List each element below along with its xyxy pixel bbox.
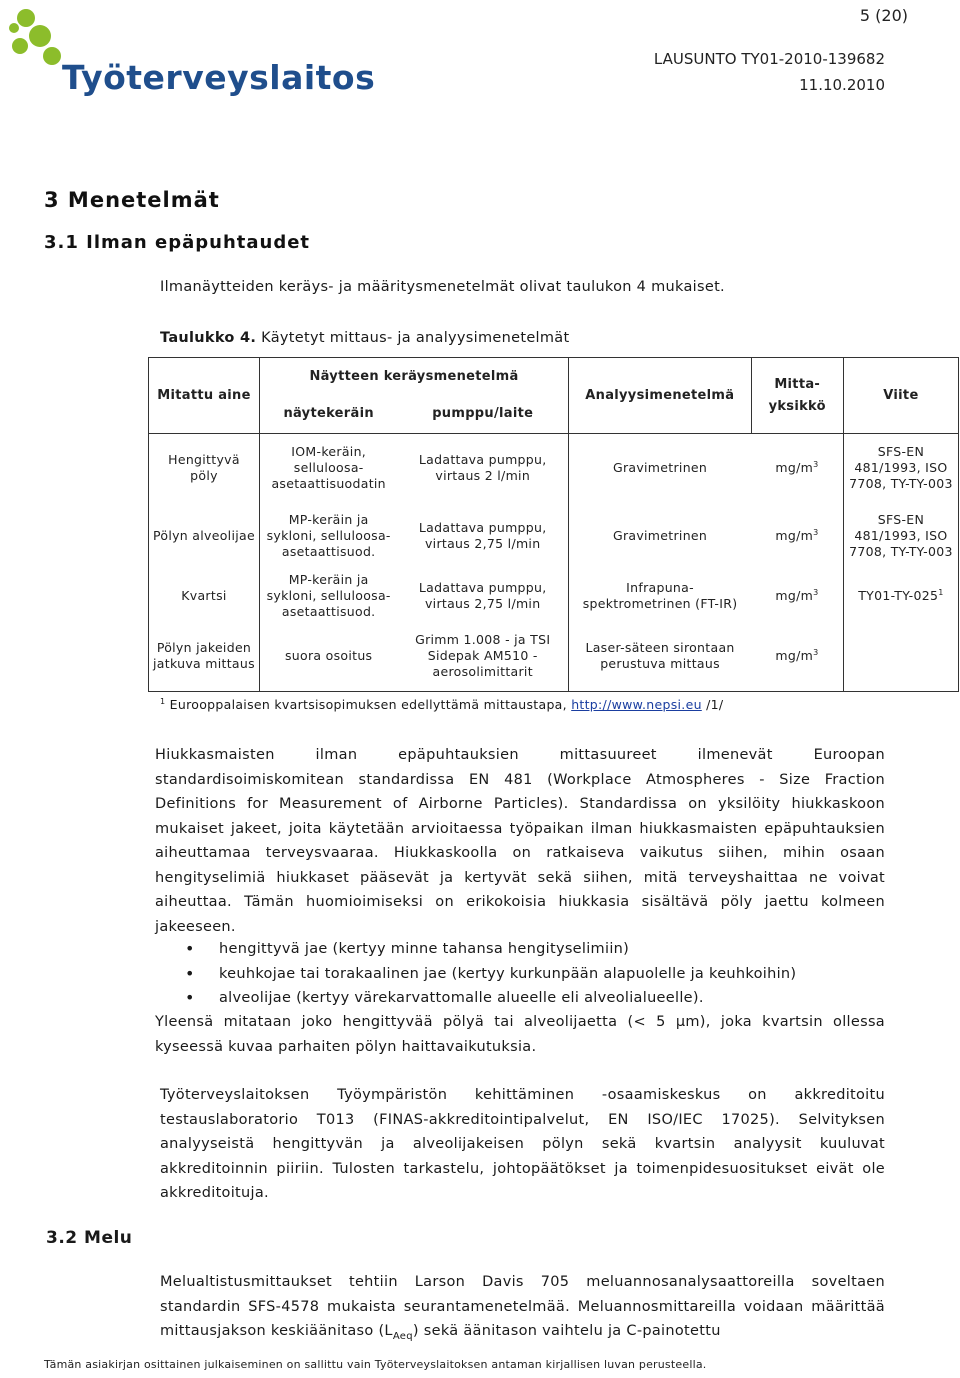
unit-text: mg/m [775, 587, 814, 603]
fraction-list [185, 937, 885, 1011]
unit-exponent: 3 [813, 648, 819, 658]
noise-text-end: ) sekä äänitason vaihtelu ja C-painotettu [412, 1323, 721, 1339]
footnote-text: Eurooppalaisen kvartsisopimuksen edellyttämä mittaustapa, [165, 697, 572, 712]
cell-analysis: Gravimetrinen [612, 527, 708, 543]
subsection-heading-noise: 3.2 Melu [46, 1228, 133, 1248]
methods-table [148, 357, 959, 692]
cell-collector: MP-keräin ja sykloni, selluloosa-asetaattisuod. [259, 570, 397, 622]
cell-pump: Ladattava pumppu, virtaus 2,75 l/min [397, 570, 568, 622]
table-caption-text: Käytetyt mittaus- ja analyysimenetelmät [256, 330, 570, 346]
unit-text: mg/m [775, 648, 814, 664]
logo-mark-icon [9, 9, 61, 65]
cell-collector: MP-keräin ja sykloni, selluloosa-asetaattisuod. [259, 502, 397, 570]
cell-measured: Pölyn alveolijae [149, 502, 260, 570]
cell-analysis: Gravimetrinen [612, 459, 708, 475]
nepsi-link[interactable]: http://www.nepsi.eu [571, 697, 702, 712]
table-row [149, 502, 959, 570]
list-item: • keuhkojae tai torakaalinen jae (kertyy kurkunpään alapuolelle ja keuhkoihin) [185, 962, 885, 987]
section-heading: 3 Menetelmät [44, 188, 220, 212]
paragraph-measured-fractions: Yleensä mitataan joko hengittyvää pölyä tai alveolijaetta (< 5 µm), joka kvartsin ollessa kyseessä kuvaa parhaiten pölyn haittavaikutuksia. [155, 1014, 885, 1055]
cell-reference: SFS-EN 481/1993, ISO 7708, TY-TY-003 [843, 502, 958, 570]
cell-reference [843, 622, 958, 692]
cell-analysis: Laser-säteen sirontaan perustuva mittaus [569, 622, 752, 692]
header-unit-line2: yksikkö [768, 398, 826, 414]
intro-text: Ilmanäytteiden keräys- ja määritysmenetelmät olivat taulukon 4 mukaiset. [160, 279, 725, 295]
footnote-reference: /1/ [701, 697, 724, 712]
unit-exponent: 3 [813, 587, 819, 597]
unit-exponent: 3 [813, 459, 819, 469]
reference-text: TY01-TY-025 [858, 587, 939, 603]
header-reference: Viite [843, 358, 958, 434]
reference-footnote-marker: 1 [938, 587, 944, 597]
page-number: 5 (20) [859, 6, 908, 25]
statement-date: 11.10.2010 [799, 76, 885, 94]
statement-id: LAUSUNTO TY01-2010-139682 [653, 50, 885, 68]
header-collector: näytekeräin [259, 396, 397, 434]
cell-reference [843, 570, 958, 622]
cell-pump: Ladattava pumppu, virtaus 2,75 l/min [397, 502, 568, 570]
subsection-heading: 3.1 Ilman epäpuhtaudet [44, 232, 311, 253]
unit-text: mg/m [775, 527, 814, 543]
header-measured: Mitattu aine [149, 358, 260, 434]
cell-measured: Kvartsi [149, 570, 260, 622]
cell-pump: Ladattava pumppu, virtaus 2 l/min [397, 434, 568, 502]
paragraph-size-fractions: Hiukkasmaisten ilman epäpuhtauksien mittasuureet ilmenevät Euroopan standardisoimiskomitean standardissa EN 481 (Workplace Atmospheres - Size Fraction Definitions for Measurement of Airborne Particles). Standardissa on yksilöity hiukkaskoon mukaiset jakeet, joita käytetään arvioitaessa työpaikan ilman hiukkasmaisten epäpuhtauksien aiheuttamaa terveysvaaraa. Hiukkaskoolla on ratkaiseva vaikutus siihen, mihin osaan hengityselimiä hiukkaset pääsevät ja kertyvät sekä siihen, mitä terveyshaittaa ne voivat aiheuttaa. Tämän huomioimiseksi on erikokoisia hiukkasia sisältävä pöly jaettu kolmeen jakeeseen. [155, 747, 885, 935]
list-item: • hengittyvä jae (kertyy minne tahansa hengityselimiin) [185, 937, 885, 962]
cell-collector: suora osoitus [259, 622, 397, 692]
header-analysis: Analyysimenetelmä [569, 358, 752, 434]
noise-text-start: Melualtistusmittaukset tehtiin Larson Davis 705 meluannosanalysaattoreilla soveltaen standardin SFS-4578 mukaista seurantamenetelmää. Meluannosmittareilla voidaan määrittää mittausjakson keskiäänitaso (L [160, 1274, 885, 1339]
cell-unit [751, 502, 843, 570]
cell-pump: Grimm 1.008 - ja TSI Sidepak AM510 -aerosolimittarit [397, 622, 568, 692]
list-item: • alveolijae (kertyy värekarvattomalle alueelle eli alveolialueelle). [185, 986, 885, 1011]
header-unit-line1: Mitta- [774, 376, 821, 392]
organization-name: Työterveyslaitos [62, 58, 376, 97]
paragraph-noise-measurement [160, 1270, 885, 1349]
table-caption [160, 330, 569, 346]
cell-analysis: Infrapuna-spektrometrinen (FT-IR) [582, 579, 738, 611]
aeq-subscript: Aeq [392, 1330, 413, 1342]
footnote-marker: 1 [160, 696, 166, 706]
paragraph-accreditation: Työterveyslaitoksen Työympäristön kehittäminen -osaamiskeskus on akkreditoitu testauslaboratorio T013 (FINAS-akkreditointipalvelut, EN ISO/IEC 17025). Selvityksen analyyseistä hengittyvän ja alveolijakeisen pölyn sekä kvartsin analyysit kuuluvat akkreditoinnin piiriin. Tulosten tarkastelu, johtopäätökset ja toimenpidesuositukset eivät ole akkreditoituja. [160, 1087, 885, 1201]
cell-measured: Pölyn jakeiden jatkuva mittaus [149, 622, 260, 692]
table-row [149, 622, 959, 692]
header-unit [751, 358, 843, 434]
cell-measured: Hengittyvä pöly [149, 434, 260, 502]
table-row [149, 434, 959, 502]
unit-exponent: 3 [813, 527, 819, 537]
cell-reference: SFS-EN 481/1993, ISO 7708, TY-TY-003 [843, 434, 958, 502]
cell-unit [751, 570, 843, 622]
table-caption-label: Taulukko 4. [160, 330, 257, 346]
cell-collector: IOM-keräin, selluloosa-asetaattisuodatin [259, 434, 397, 502]
table-row [149, 570, 959, 622]
cell-unit [751, 434, 843, 502]
table-footnote [160, 697, 723, 712]
header-pump: pumppu/laite [397, 396, 568, 434]
header-sampling: Näytteen keräysmenetelmä [259, 358, 568, 396]
cell-unit [751, 622, 843, 692]
unit-text: mg/m [775, 459, 814, 475]
publication-notice: Tämän asiakirjan osittainen julkaiseminen on sallittu vain Työterveyslaitoksen antaman kirjallisen luvan perusteella. [44, 1358, 707, 1371]
